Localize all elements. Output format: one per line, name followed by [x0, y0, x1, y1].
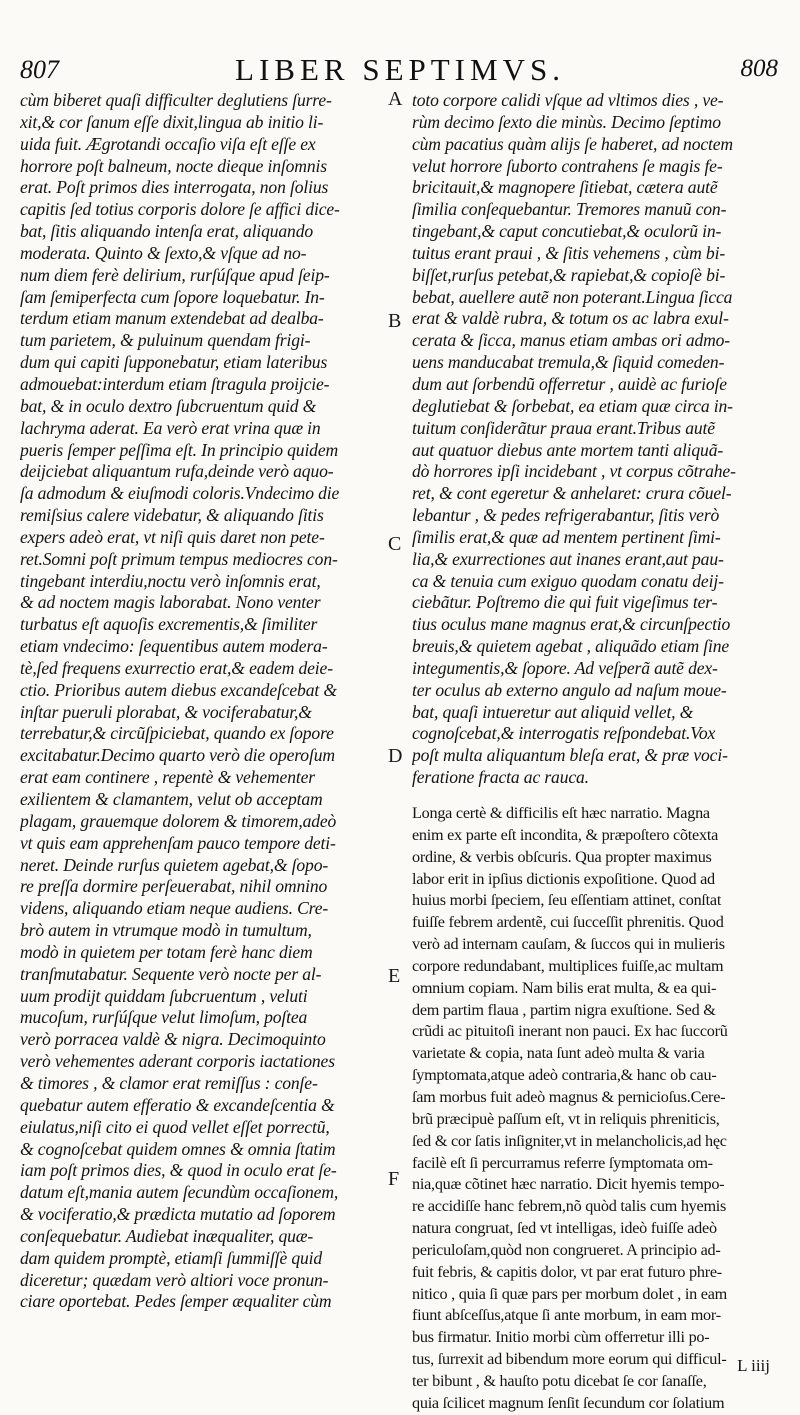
text-line: bat, ſitis aliquando intenſa erat, aliquando [20, 221, 313, 242]
text-line: ciare oportebat. Pedes ſemper æqualiter cùm [20, 1291, 332, 1312]
text-line: tuitus erant praui , & ſitis vehemens , cùm bi- [412, 242, 726, 263]
text-line: integumentis,& ſopore. Ad veſperã autẽ dex- [412, 657, 718, 678]
text-line: natura congruat, ſed vt intelligas, ideò fuiſſe adeò [412, 1219, 717, 1238]
text-line: ſam morbus fuit adeò magnus & pernicioſus.Cere- [412, 1087, 726, 1106]
text-line: facilè eſt ſi percurramus referre ſymptomata om- [412, 1153, 713, 1172]
text-line: Longa certè & difficilis eſt hæc narratio. Magna [412, 804, 710, 822]
text-line: bricitauit,& magnopere ſitiebat, cætera autẽ [412, 177, 718, 198]
text-line: corpore redundabant, multiplices fuiſſe,ac multam [412, 956, 724, 975]
text-line: bat, quaſi intueretur aut aliquid vellet, & [412, 701, 694, 722]
text-line: crũdi ac pituitoſi inerant non pauci. Ex hac ſuccorũ [412, 1022, 728, 1041]
text-line: tingebant,& caput concutiebat,& oculorũ in- [412, 221, 722, 242]
text-line: huius morbi ſpeciem, ſeu eſſentiam attinet, conſtat [412, 891, 722, 910]
text-line: dam quidem promptè, etiamſi ſummiſſè quid [20, 1247, 323, 1268]
text-line: remiſsius calere videbatur, & aliquando ſitis [20, 505, 324, 526]
text-line: cognoſcebat,& interrogatis reſpondebat.Vox [412, 723, 716, 744]
text-line: poſt multa aliquantum bleſa erat, & præ voci- [412, 745, 728, 766]
text-line: ſed & cor ſatis inſigniter,vt in melancholicis,ad hęc [412, 1131, 727, 1150]
text-line: verò vehementes aderant corporis iactationes [20, 1051, 335, 1072]
text-line: mucoſum, rurſúſque velut limoſum, poſtea [20, 1007, 308, 1028]
margin-section-letter: E [388, 965, 401, 987]
text-line: cùm biberet quaſi difficulter deglutiens ſurre- [20, 90, 332, 110]
text-line: diceretur; quædam verò altiori voce pronun- [20, 1269, 329, 1290]
text-line: & vociferatio,& prædicta mutatio ad ſoporem [20, 1204, 336, 1225]
text-line: modò in quietem per totam ferè hanc diem [20, 941, 313, 962]
text-line: velut horrore ſuborto contrahens ſe magis fe- [412, 155, 723, 176]
text-line: bat, & in oculo dextro ſubcruentum quid & [20, 395, 317, 416]
text-line: omnium copiam. Nam bilis erat multa, & ea qui- [412, 978, 717, 997]
text-line: rùm decimo ſexto die minùs. Decimo ſeptimo [412, 111, 721, 132]
running-title: LIBER SEPTIMVS. [235, 52, 565, 87]
text-line: lachryma aderat. Ea verò erat vrina quæ in [20, 417, 321, 438]
text-line: ſimilia conſequebantur. Tremores manuũ con- [412, 199, 727, 220]
text-line: erat eam continere , repentè & vehementer [20, 767, 315, 788]
text-line: dum aut ſorbendũ offerretur , auidè ac furioſe [412, 373, 727, 394]
text-line: quia ſcilicet magnum ſenſit ſecundum cor ſolatium [412, 1393, 725, 1412]
text-line: ca & tenuia cum exiguo quodam conatu deij- [412, 570, 724, 591]
text-line: bus firmatur. Initio morbi cùm offerretur illi po- [412, 1328, 710, 1347]
text-line: brò autem in vtrumque modò in tumultum, [20, 920, 312, 941]
right-column [412, 90, 777, 1415]
text-line: labor erit in ipſius dictionis expoſitione. Quod ad [412, 869, 715, 888]
text-line: terrebatur,& circũſpiciebat, quando ex ſopore [20, 723, 334, 744]
text-line: pueris ſemper peſſima eſt. In principio quidem [20, 439, 339, 460]
text-line: & cognoſcebat quidem omnes & omnia ſtatim [20, 1138, 336, 1159]
text-line: fuit febris, & capitis dolor, vt par erat futuro phre- [412, 1262, 722, 1281]
text-line: capitis ſed totius corporis dolore ſe affici dice- [20, 199, 340, 220]
text-line: & ad noctem magis laborabat. Nono venter [20, 592, 321, 613]
text-line: verò ad internam cauſam, & ſuccos qui in mulieris [412, 935, 725, 954]
text-line: bebat, auellere autẽ non poterant.Lingua ſicca [412, 286, 733, 307]
text-line: re preſſa dormire perſeuerabat, nihil omnino [20, 876, 328, 897]
text-line: tuitum conſiderãtur praua erant.Tribus autẽ [412, 417, 715, 438]
text-line: tingebant interdiu,noctu verò inſomnis erat, [20, 570, 321, 591]
text-line: deijciebat aliquantum rufa,deinde verò aquo- [20, 461, 334, 482]
text-line: tranſmutabatur. Sequente verò nocte per al- [20, 963, 322, 984]
text-line: verò porracea valdè & nigra. Decimoquinto [20, 1029, 326, 1050]
text-line: inſtar pueruli plorabat, & vociferabatur,& [20, 701, 312, 722]
text-line: lebantur , & pedes refrigerabantur, ſitis verò [412, 505, 720, 526]
text-line: ctio. Prioribus autem diebus excandeſcebat & [20, 679, 337, 700]
text-line: plagam, grauemque dolorem & timorem,adeò [20, 810, 337, 831]
margin-section-letter: A [388, 88, 403, 110]
text-line: & timores , & clamor erat remiſſus : conſe- [20, 1072, 318, 1093]
page-number-right: 808 [740, 55, 778, 82]
text-line: iam poſt primos dies, & quod in oculo erat ſe- [20, 1160, 337, 1181]
text-line: dum qui capiti ſupponebatur, etiam lateribus [20, 352, 328, 373]
text-line: uum prodijt quiddam ſubcruentum , veluti [20, 985, 308, 1006]
text-line: ciebãtur. Poſtremo die qui fuit vigeſimus ter- [412, 592, 718, 613]
text-line: ret, & cont egeretur & anhelaret: crura cõuel- [412, 483, 732, 504]
text-line: horrore poſt balneum, nocte dieque inſomnis [20, 155, 327, 176]
text-line: ſa admodum & eiuſmodi coloris.Vndecimo die [20, 483, 340, 504]
text-line: exilientem & clamantem, velut ob acceptam [20, 789, 323, 809]
signature-mark: L iiij [737, 1356, 770, 1375]
text-line: tum parietem, & puluinum quendam frigi- [20, 330, 311, 351]
text-line: dò horrores ipſi incidebant , vt corpus cõtrahe- [412, 461, 736, 482]
text-line: turbatus eſt aquoſis excrementis,& ſimiliter [20, 614, 318, 635]
text-line: conſequebatur. Audiebat inæqualiter, quæ- [20, 1225, 314, 1246]
text-line: expers adeò erat, vt niſi quis daret non pete- [20, 526, 325, 547]
text-line: xit,& cor ſanum eſſe dixit,lingua ab initio li- [20, 111, 324, 132]
margin-section-letter: F [388, 1168, 400, 1190]
text-line: quebatur autem efferatio & excandeſcentia & [20, 1094, 335, 1115]
text-line: tè,ſed frequens exurrectio erat,& eadem deie- [20, 657, 333, 678]
text-line: nitico , quia ſi quæ pars per morbum dolet , in eam [412, 1284, 727, 1303]
text-line: ter bibunt , & hauſto potu dicebat ſe cor ſanaſſe, [412, 1371, 707, 1390]
margin-section-letter: C [388, 533, 402, 555]
text-line: lia,& exurrectiones aut inanes erant,aut pau- [412, 548, 724, 569]
text-line: deglutiebat & ſorbebat, ea etiam quæ circa in- [412, 395, 733, 416]
text-line: biſſet,rurſus petebat,& rapiebat,& copioſè bi- [412, 264, 726, 285]
text-line: moderata. Quinto & ſexto,& vſque ad no- [20, 242, 307, 263]
page-number-left: 807 [20, 55, 59, 84]
margin-section-letter: B [388, 310, 402, 332]
text-line: brũ præcipuè paſſum eſt, vt in reliquis phreniticis, [412, 1109, 720, 1128]
text-line: fiunt abſceſſus,atque ſi ante morbum, in eam mor- [412, 1306, 721, 1325]
text-line: tus, ſurrexit ad bibendum more eorum qui difficul- [412, 1350, 727, 1369]
text-line: nia,quæ cõtinet hæc narratio. Dicit hyemis tempo- [412, 1175, 725, 1194]
text-line: num diem ferè delirium, rurſúſque apud ſeip- [20, 264, 330, 285]
text-line: cùm pacatius quàm alijs ſe haberet, ad noctem [412, 133, 733, 154]
paragraph-gap [412, 789, 777, 803]
margin-section-letter: D [388, 745, 403, 767]
text-line: datum eſt,mania autem ſecundùm occaſionem, [20, 1182, 339, 1203]
text-line: erat. Poſt primos dies interrogata, non ſolius [20, 177, 329, 198]
text-line: fuiſſe febrem ardentẽ, cui ſucceſſit phrenitis. Quod [412, 913, 724, 932]
text-line: re accidiſſe hanc febrem,nõ quòd talis cum hyemis [412, 1197, 727, 1216]
text-line: breuis,& quietem agebat , aliquãdo etiam ſine [412, 636, 730, 657]
text-line: dem partim flaua , partim nigra exuſtione. Sed & [412, 1000, 716, 1019]
text-line: uida fuit. Ægrotandi occaſio viſa eſt eſſe ex [20, 133, 316, 154]
text-line: toto corpore calidi vſque ad vltimos dies , ve- [412, 90, 724, 110]
text-line: ter oculus ab externo angulo ad naſum moue- [412, 679, 727, 700]
text-line: ſimilis erat,& quæ ad mentem pertinent ſimi- [412, 526, 721, 547]
text-line: ſymptomata,atque adeò contraria,& hanc ob cau- [412, 1066, 717, 1085]
text-line: varietate & copia, nata ſunt adeò multa & varia [412, 1044, 705, 1063]
text-line: ſam ſemiperfecta cum ſopore loquebatur. In- [20, 286, 325, 307]
text-line: neret. Deinde rurſus quietem agebat,& ſopo- [20, 854, 329, 875]
left-column [20, 90, 382, 1313]
text-line: excitabatur.Decimo quarto verò die operoſum [20, 745, 335, 766]
text-line: cerata & ſicca, manus etiam ambas ori admo- [412, 330, 731, 351]
text-line: vt quis eam apprehenſam pauco tempore deti- [20, 832, 336, 853]
text-line: etiam vndecimo: ſequentibus autem modera- [20, 636, 328, 657]
text-line: periculoſam,quòd non congrueret. A principio ad- [412, 1240, 721, 1259]
text-line: erat & valdè rubra, & totum os ac labra exul- [412, 308, 729, 329]
text-line: enim ex parte eſt incondita, & præpoſtero cõtexta [412, 825, 718, 844]
text-line: admouebat:interdum etiam ſtragula proijcie- [20, 373, 330, 394]
text-line: terdum etiam manum extendebat ad dealba- [20, 308, 324, 329]
text-line: ordine, & verbis obſcuris. Qua propter maximus [412, 847, 712, 866]
text-line: aut quatuor diebus ante mortem tanti aliquã- [412, 439, 724, 460]
text-line: ret.Somni poſt primum tempus mediocres con- [20, 548, 338, 569]
text-line: tius oculus mane magnus erat,& circunſpectio [412, 614, 731, 635]
text-line: videns, aliquando etiam neque audiens. Cre- [20, 898, 329, 919]
text-line: uens manducabat tremula,& ſiquid comeden- [412, 352, 725, 373]
text-line: feratione fracta ac rauca. [412, 767, 589, 788]
text-line: eiulatus,niſi cito ei quod vellet eſſet porrectũ, [20, 1116, 330, 1137]
